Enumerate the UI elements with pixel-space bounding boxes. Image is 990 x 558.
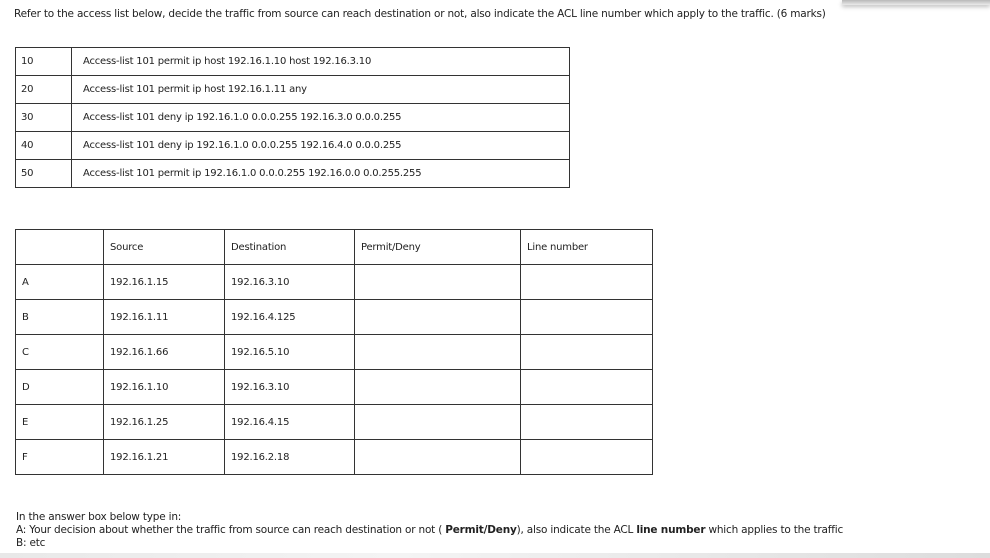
traffic-line-number xyxy=(521,265,653,300)
header-blank xyxy=(16,230,104,265)
acl-line-number: 50 xyxy=(16,160,72,188)
traffic-source: 192.16.1.25 xyxy=(104,405,225,440)
acl-row xyxy=(16,48,570,76)
traffic-destination: 192.16.2.18 xyxy=(225,440,355,475)
traffic-id: B xyxy=(16,300,104,335)
header-line-number: Line number xyxy=(521,230,653,265)
traffic-destination: 192.16.3.10 xyxy=(225,265,355,300)
acl-rule: Access-list 101 deny ip 192.16.1.0 0.0.0.255 192.16.4.0 0.0.0.255 xyxy=(72,132,570,160)
traffic-id: F xyxy=(16,440,104,475)
header-destination: Destination xyxy=(225,230,355,265)
acl-table xyxy=(15,47,570,188)
traffic-row xyxy=(16,440,653,475)
traffic-destination: 192.16.3.10 xyxy=(225,370,355,405)
traffic-source: 192.16.1.10 xyxy=(104,370,225,405)
traffic-permit-deny xyxy=(355,440,521,475)
traffic-destination: 192.16.5.10 xyxy=(225,335,355,370)
traffic-line-number xyxy=(521,300,653,335)
acl-row xyxy=(16,160,570,188)
traffic-row xyxy=(16,335,653,370)
traffic-id: A xyxy=(16,265,104,300)
acl-row xyxy=(16,132,570,160)
instructions xyxy=(16,511,843,550)
traffic-line-number xyxy=(521,405,653,440)
traffic-source: 192.16.1.11 xyxy=(104,300,225,335)
traffic-line-number xyxy=(521,335,653,370)
traffic-destination: 192.16.4.125 xyxy=(225,300,355,335)
instructions-emphasis-permit-deny: Permit/Deny xyxy=(445,524,517,536)
acl-rule: Access-list 101 permit ip 192.16.1.0 0.0.0.255 192.16.0.0 0.0.255.255 xyxy=(72,160,570,188)
acl-line-number: 40 xyxy=(16,132,72,160)
traffic-destination: 192.16.4.15 xyxy=(225,405,355,440)
traffic-permit-deny xyxy=(355,300,521,335)
window-edge xyxy=(842,0,990,5)
traffic-permit-deny xyxy=(355,370,521,405)
acl-rule: Access-list 101 permit ip host 192.16.1.11 any xyxy=(72,76,570,104)
acl-table-body xyxy=(16,48,570,188)
acl-rule: Access-list 101 deny ip 192.16.1.0 0.0.0.255 192.16.3.0 0.0.0.255 xyxy=(72,104,570,132)
traffic-table xyxy=(15,229,653,475)
traffic-source: 192.16.1.66 xyxy=(104,335,225,370)
acl-rule: Access-list 101 permit ip host 192.16.1.10 host 192.16.3.10 xyxy=(72,48,570,76)
traffic-id: C xyxy=(16,335,104,370)
header-source: Source xyxy=(104,230,225,265)
traffic-line-number xyxy=(521,440,653,475)
header-permit-deny: Permit/Deny xyxy=(355,230,521,265)
acl-row xyxy=(16,104,570,132)
traffic-line-number xyxy=(521,370,653,405)
traffic-row xyxy=(16,405,653,440)
traffic-row xyxy=(16,370,653,405)
traffic-id: E xyxy=(16,405,104,440)
acl-line-number: 30 xyxy=(16,104,72,132)
traffic-permit-deny xyxy=(355,265,521,300)
acl-line-number: 20 xyxy=(16,76,72,104)
instructions-line-2 xyxy=(16,524,843,537)
acl-row xyxy=(16,76,570,104)
instructions-text: ), also indicate the ACL xyxy=(516,524,637,536)
instructions-text: A: Your decision about whether the traffic from source can reach destination or not ( xyxy=(16,524,446,536)
instructions-line-1: In the answer box below type in: xyxy=(16,511,182,523)
traffic-row xyxy=(16,300,653,335)
answer-box-edge[interactable] xyxy=(0,553,990,558)
traffic-permit-deny xyxy=(355,335,521,370)
traffic-header-row xyxy=(16,230,653,265)
traffic-source: 192.16.1.15 xyxy=(104,265,225,300)
question-text: Refer to the access list below, decide the traffic from source can reach destination or not, also indicate the ACL line number which apply to the traffic. (6 marks) xyxy=(14,8,826,20)
traffic-permit-deny xyxy=(355,405,521,440)
instructions-emphasis-line-number: line number xyxy=(636,524,706,536)
instructions-line-3: B: etc xyxy=(16,537,46,549)
traffic-row xyxy=(16,265,653,300)
traffic-id: D xyxy=(16,370,104,405)
instructions-text: which applies to the traffic xyxy=(705,524,844,536)
traffic-source: 192.16.1.21 xyxy=(104,440,225,475)
acl-line-number: 10 xyxy=(16,48,72,76)
